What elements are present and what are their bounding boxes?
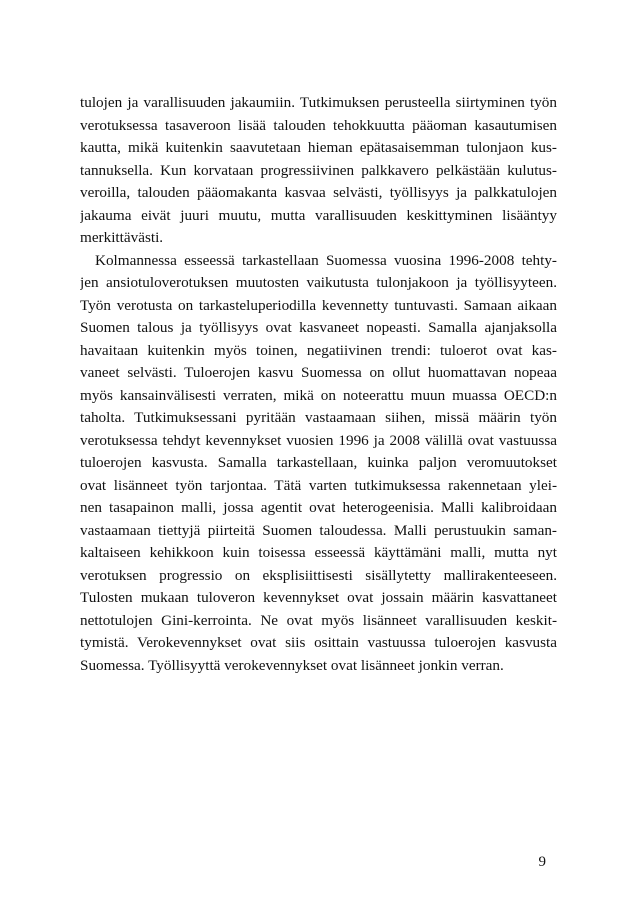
text-line: merkittävästi. [80, 229, 164, 246]
text-line: taholta. Tutkimuksessani pyritään vastaamaan siihen, missä määrin työn [80, 409, 557, 426]
text-line: ovat lisänneet työn tarjontaa. Tätä varten tutkimuksessa rakennetaan ylei- [80, 476, 557, 494]
text-line: tannuksella. Kun korvataan progressiivinen palkkavero pelkästään kulutus- [80, 161, 557, 179]
text-line: tymistä. Verokevennykset ovat siis osittain vastuussa tuloerojen kasvusta [80, 634, 557, 651]
text-line: verotuksessa tasaveroon lisää talouden tehokkuutta pääoman kasautumisen [80, 116, 557, 134]
text-line: Kolmannessa esseessä tarkastellaan Suomessa vuosina 1996-2008 tehty- [95, 251, 557, 269]
text-line: kaltaiseen kehikkoon kuin toisessa esseessä käyttämäni malli, mutta nyt [80, 544, 557, 561]
text-line: nen tasapainon malli, jossa agentit ovat heterogeenisia. Malli kalibroidaan [80, 499, 557, 516]
text-line: Suomessa. Työllisyyttä verokevennykset ovat lisänneet jonkin verran. [80, 656, 504, 674]
text-line: Tulosten mukaan tuloveron kevennykset ovat jossain määrin kasvattaneet [80, 589, 557, 606]
page-number: 9 [538, 854, 546, 870]
body-text [80, 92, 557, 677]
text-line: vaneet selvästi. Tuloerojen kasvu Suomessa on ollut huomattavan nopeaa [80, 364, 557, 381]
text-line: verotuksen progressio on eksplisiittisesti sisällytetty mallirakenteeseen. [80, 566, 557, 584]
text-line: jakauma eivät juuri muutu, mutta varallisuuden keskittyminen lisääntyy [80, 206, 557, 224]
text-line: havaitaan kuitenkin myös toinen, negatiivinen trendi: tuloerot ovat kas- [80, 341, 557, 359]
text-line: nettotulojen Gini-kerrointa. Ne ovat myös lisänneet varallisuuden keskit- [80, 611, 557, 629]
text-line: veroilla, talouden pääomakanta kasvaa selvästi, työllisyys ja palkkatulojen [80, 184, 557, 201]
text-line: tulojen ja varallisuuden jakaumiin. Tutkimuksen perusteella siirtyminen työn [80, 94, 557, 111]
paragraph-1 [80, 92, 557, 250]
text-line: tuloerojen kasvusta. Samalla tarkastellaan, kuinka paljon veromuutokset [80, 454, 557, 471]
paragraph-2 [80, 250, 557, 678]
text-line: verotuksessa tehdyt kevennykset vuosien 1996 ja 2008 välillä ovat vastuussa [80, 431, 557, 449]
text-line: Suomen talous ja työllisyys ovat kasvaneet nopeasti. Samalla ajanjaksolla [80, 319, 557, 336]
text-line: myös kansainvälisesti verraten, mikä on noteerattu muun muassa OECD:n [80, 386, 557, 404]
text-line: jen ansiotuloverotuksen muutosten vaikutusta tulonjakoon ja työllisyyteen. [80, 274, 557, 291]
text-line: Työn verotusta on tarkasteluperiodilla kevennetty tuntuvasti. Samaan aikaan [80, 296, 557, 314]
text-line: kautta, mikä kuitenkin saavutetaan hieman epätasaisemman tulonjaon kus- [80, 139, 557, 156]
text-line: vastaamaan tiettyjä piirteitä Suomen taloudessa. Malli perustuukin saman- [80, 521, 557, 539]
